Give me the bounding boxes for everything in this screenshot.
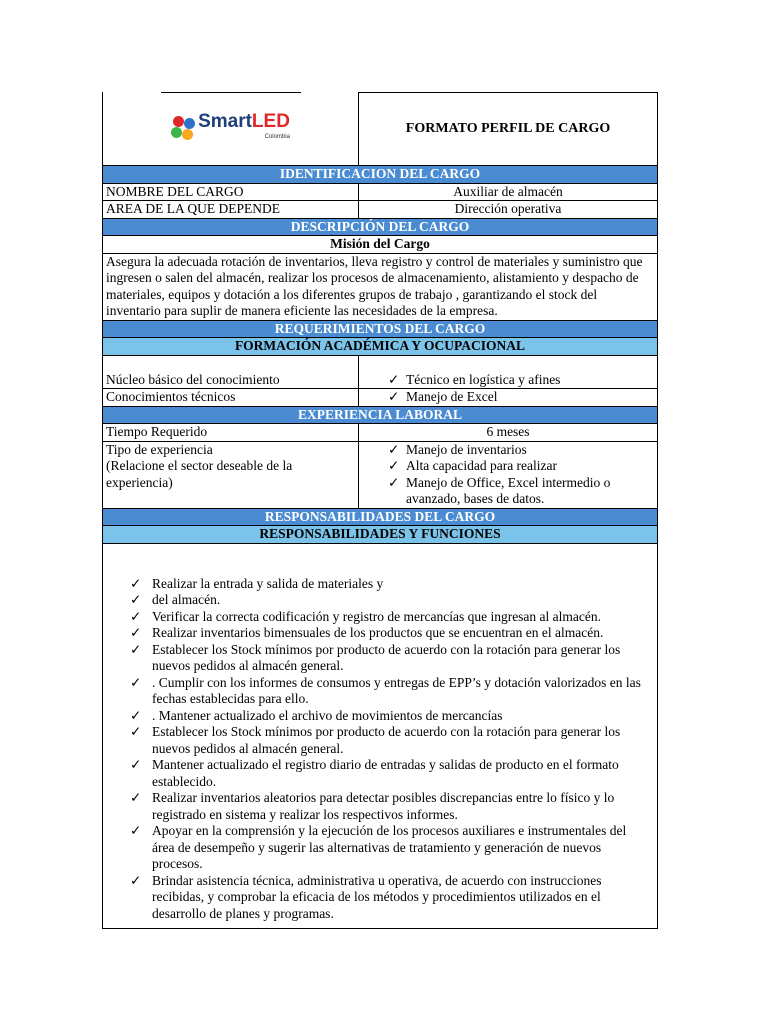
list-item: ✓ Realizar inventarios bimensuales de los productos que se encuentran en el almacén.: [130, 625, 604, 640]
list-item: ✓ Realizar la entrada y salida de materiales y: [130, 575, 384, 591]
section-descripcion: DESCRIPCIÓN DEL CARGO: [103, 218, 658, 236]
smartled-logo: SmartLED Colombia: [106, 109, 355, 149]
tipo-note: (Relacione el sector deseable de la experiencia): [106, 458, 293, 490]
check-icon: ✓: [130, 674, 142, 690]
check-icon: ✓: [388, 441, 400, 457]
check-icon: ✓: [130, 592, 142, 607]
form-title: FORMATO PERFIL DE CARGO: [359, 93, 658, 166]
check-icon: ✓: [130, 608, 142, 624]
nucleo-label: Núcleo básico del conocimiento: [103, 355, 359, 389]
section-identificacion: IDENTIFICACION DEL CARGO: [103, 166, 658, 184]
list-item: ✓ Establecer los Stock mínimos por producto de acuerdo con la rotación para generar los nuevos pedidos al almacén general.: [130, 724, 621, 756]
list-item: ✓ Realizar inventarios aleatorios para detectar posibles discrepancias entre lo físico y lo registrado en sistema y realizar los respectivos informes.: [130, 790, 615, 822]
logo-dots-icon: [171, 116, 197, 142]
funciones-cell: [103, 543, 658, 929]
area-label: AREA DE LA QUE DEPENDE: [103, 201, 359, 219]
tiempo-label: Tiempo Requerido: [103, 424, 359, 442]
conocimientos-value: Manejo de Excel: [406, 389, 498, 404]
check-icon: ✓: [130, 625, 142, 640]
list-item: ✓ Mantener actualizado el registro diario de entradas y salidas de producto en el formato establecido.: [130, 757, 619, 789]
check-icon: ✓: [130, 707, 142, 723]
list-item: ✓ Brindar asistencia técnica, administrativa u operativa, de acuerdo con instrucciones recibidas, y comprobar la eficacia de los métodos y procedimientos utilizados en el desarrollo de planes y programas.: [130, 872, 602, 921]
check-icon: ✓: [388, 474, 400, 490]
check-icon: ✓: [130, 823, 142, 838]
section-experiencia: EXPERIENCIA LABORAL: [103, 406, 658, 424]
nombre-label: NOMBRE DEL CARGO: [103, 183, 359, 201]
check-icon: ✓: [388, 389, 400, 404]
mision-title: Misión del Cargo: [103, 236, 658, 254]
list-item: ✓ Verificar la correcta codificación y registro de mercancías que ingresan al almacén.: [130, 608, 602, 624]
conocimientos-value-cell: [359, 389, 658, 407]
check-icon: ✓: [130, 757, 142, 772]
tipo-items-cell: [359, 441, 658, 508]
check-icon: ✓: [388, 371, 400, 387]
check-icon: ✓: [130, 790, 142, 805]
tipo-label-cell: [103, 441, 359, 508]
nombre-value: Auxiliar de almacén: [359, 183, 658, 201]
nucleo-value-cell: [359, 355, 658, 389]
check-icon: ✓: [130, 575, 142, 591]
list-item: ✓ Manejo de inventarios: [388, 441, 527, 457]
formacion-heading: FORMACIÓN ACADÉMICA Y OCUPACIONAL: [103, 338, 658, 356]
profile-form: [102, 92, 657, 929]
list-item: ✓ . Mantener actualizado el archivo de movimientos de mercancías: [130, 707, 503, 723]
mision-text: Asegura la adecuada rotación de inventarios, lleva registro y control de materiales y suministro que ingresen o salen del almacén, realizar los procesos de almacenamiento, alistamiento y despacho de materiales, equipos y dotación a los diferentes grupos de trabajo , garantizando el stock del inventario para suplir de manera eficiente las necesidades de la empresa.: [103, 253, 658, 320]
list-item: ✓ del almacén.: [130, 592, 221, 607]
funciones-heading: RESPONSABILIDADES Y FUNCIONES: [103, 526, 658, 544]
tipo-label: Tipo de experiencia: [106, 441, 213, 457]
list-item: ✓ Alta capacidad para realizar: [388, 458, 558, 473]
list-item: ✓ . Cumplir con los informes de consumos y entregas de EPP’s y dotación valorizados en las fechas establecidas para ello.: [130, 674, 641, 706]
list-item: ✓ Apoyar en la comprensión y la ejecución de los procesos auxiliares e instrumentales del área de desempeño y sugerir las alternativas de tratamiento y generación de nuevos procesos.: [130, 823, 627, 871]
area-value: Dirección operativa: [359, 201, 658, 219]
section-requerimientos: REQUERIMIENTOS DEL CARGO: [103, 320, 658, 338]
logo-cell: [103, 93, 359, 166]
conocimientos-label: Conocimientos técnicos: [103, 389, 359, 407]
section-responsabilidades: RESPONSABILIDADES DEL CARGO: [103, 508, 658, 526]
tiempo-value: 6 meses: [359, 424, 658, 442]
header-row: [103, 93, 658, 166]
profile-table: [102, 92, 658, 929]
list-item: ✓ Establecer los Stock mínimos por producto de acuerdo con la rotación para generar los nuevos pedidos al almacén general.: [130, 641, 621, 673]
check-icon: ✓: [130, 872, 142, 888]
nucleo-value: Técnico en logística y afines: [406, 371, 561, 387]
check-icon: ✓: [388, 458, 400, 473]
list-item: ✓ Manejo de Office, Excel intermedio o avanzado, bases de datos.: [388, 474, 611, 506]
check-icon: ✓: [130, 724, 142, 739]
check-icon: ✓: [130, 641, 142, 657]
